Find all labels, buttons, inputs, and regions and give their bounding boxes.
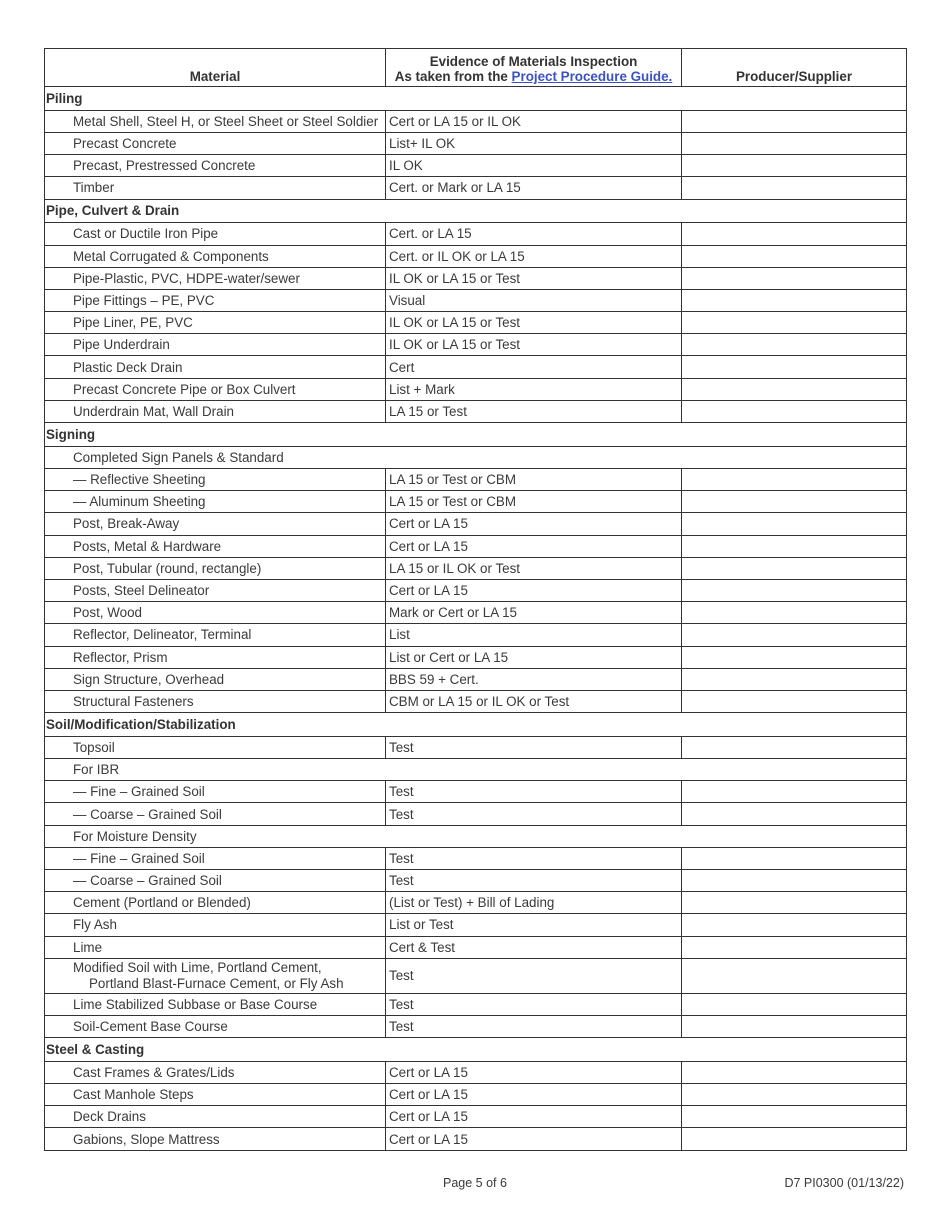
- table-row: [45, 1128, 907, 1150]
- evidence-cell: LA 15 or Test or CBM: [386, 469, 682, 491]
- producer-supplier-cell[interactable]: [682, 668, 907, 690]
- material-cell: Pipe Underdrain: [45, 334, 386, 356]
- table-row: [45, 993, 907, 1015]
- table-row: [45, 646, 907, 668]
- material-cell: Pipe Liner, PE, PVC: [45, 312, 386, 334]
- producer-supplier-cell[interactable]: [682, 312, 907, 334]
- producer-supplier-cell[interactable]: [682, 378, 907, 400]
- section-header-row: [45, 199, 907, 223]
- evidence-cell: Test: [386, 847, 682, 869]
- material-cell: Timber: [45, 177, 386, 199]
- producer-supplier-cell[interactable]: [682, 289, 907, 311]
- producer-supplier-cell[interactable]: [682, 535, 907, 557]
- producer-supplier-cell[interactable]: [682, 993, 907, 1015]
- evidence-cell: Cert or LA 15: [386, 579, 682, 601]
- producer-supplier-cell[interactable]: [682, 400, 907, 422]
- material-cell: — Fine – Grained Soil: [45, 781, 386, 803]
- table-row: [45, 936, 907, 958]
- table-row: [45, 177, 907, 199]
- evidence-cell: LA 15 or IL OK or Test: [386, 557, 682, 579]
- material-cell: Topsoil: [45, 736, 386, 758]
- table-row: [45, 557, 907, 579]
- evidence-cell: Test: [386, 870, 682, 892]
- evidence-header-prefix: As taken from the: [394, 69, 512, 84]
- evidence-cell: IL OK or LA 15 or Test: [386, 312, 682, 334]
- producer-supplier-cell[interactable]: [682, 847, 907, 869]
- producer-supplier-cell[interactable]: [682, 1061, 907, 1083]
- table-row: [45, 914, 907, 936]
- table-row: [45, 847, 907, 869]
- producer-supplier-cell[interactable]: [682, 736, 907, 758]
- producer-supplier-cell[interactable]: [682, 223, 907, 245]
- evidence-cell: IL OK or LA 15 or Test: [386, 267, 682, 289]
- material-cell: — Fine – Grained Soil: [45, 847, 386, 869]
- material-cell: Plastic Deck Drain: [45, 356, 386, 378]
- material-column-header: Material: [45, 49, 386, 87]
- evidence-cell: List+ IL OK: [386, 132, 682, 154]
- table-row: [45, 245, 907, 267]
- evidence-cell: Cert. or IL OK or LA 15: [386, 245, 682, 267]
- table-row: [45, 132, 907, 154]
- table-row: [45, 1061, 907, 1083]
- table-row: [45, 378, 907, 400]
- producer-supplier-cell[interactable]: [682, 936, 907, 958]
- material-cell: Sign Structure, Overhead: [45, 668, 386, 690]
- table-row: [45, 312, 907, 334]
- table-row: [45, 1015, 907, 1037]
- table-row: [45, 781, 907, 803]
- material-cell: Precast Concrete: [45, 132, 386, 154]
- evidence-cell: Cert or LA 15: [386, 1128, 682, 1150]
- producer-supplier-cell[interactable]: [682, 1106, 907, 1128]
- producer-supplier-cell[interactable]: [682, 646, 907, 668]
- producer-supplier-cell[interactable]: [682, 177, 907, 199]
- material-cell: Metal Corrugated & Components: [45, 245, 386, 267]
- material-cell: Cast Frames & Grates/Lids: [45, 1061, 386, 1083]
- material-cell: — Coarse – Grained Soil: [45, 803, 386, 825]
- material-cell: [45, 958, 386, 993]
- material-cell: Posts, Metal & Hardware: [45, 535, 386, 557]
- evidence-cell: Cert & Test: [386, 936, 682, 958]
- evidence-cell: LA 15 or Test or CBM: [386, 491, 682, 513]
- material-cell: Post, Tubular (round, rectangle): [45, 557, 386, 579]
- producer-supplier-cell[interactable]: [682, 781, 907, 803]
- evidence-cell: Test: [386, 736, 682, 758]
- evidence-cell: Test: [386, 993, 682, 1015]
- producer-supplier-cell[interactable]: [682, 110, 907, 132]
- material-cell: Lime Stabilized Subbase or Base Course: [45, 993, 386, 1015]
- producer-supplier-cell[interactable]: [682, 892, 907, 914]
- producer-supplier-cell[interactable]: [682, 803, 907, 825]
- material-cell: Deck Drains: [45, 1106, 386, 1128]
- evidence-cell: CBM or LA 15 or IL OK or Test: [386, 690, 682, 712]
- evidence-cell: Cert or LA 15: [386, 1106, 682, 1128]
- material-line1: Modified Soil with Lime, Portland Cement,: [73, 959, 322, 975]
- table-row: [45, 624, 907, 646]
- producer-supplier-cell[interactable]: [682, 1015, 907, 1037]
- evidence-cell: Visual: [386, 289, 682, 311]
- table-row: [45, 334, 907, 356]
- table-row: [45, 155, 907, 177]
- producer-supplier-cell[interactable]: [682, 356, 907, 378]
- evidence-header-line1: Evidence of Materials Inspection: [429, 54, 638, 69]
- material-cell: Cast or Ductile Iron Pipe: [45, 223, 386, 245]
- material-cell: Underdrain Mat, Wall Drain: [45, 400, 386, 422]
- evidence-cell: (List or Test) + Bill of Lading: [386, 892, 682, 914]
- section-header-row: [45, 87, 907, 111]
- table-row: [45, 579, 907, 601]
- section-title: Soil/Modification/Stabilization: [45, 713, 907, 737]
- producer-supplier-cell[interactable]: [682, 1084, 907, 1106]
- producer-supplier-cell[interactable]: [682, 602, 907, 624]
- producer-supplier-cell[interactable]: [682, 334, 907, 356]
- producer-supplier-cell[interactable]: [682, 155, 907, 177]
- table-row: [45, 469, 907, 491]
- material-cell: Reflector, Prism: [45, 646, 386, 668]
- evidence-cell: Test: [386, 1015, 682, 1037]
- producer-supplier-cell[interactable]: [682, 1128, 907, 1150]
- table-row: [45, 602, 907, 624]
- material-line2: Portland Blast-Furnace Cement, or Fly Ash: [89, 975, 344, 991]
- material-cell: Structural Fasteners: [45, 690, 386, 712]
- producer-supplier-cell[interactable]: [682, 491, 907, 513]
- evidence-cell: Cert. or Mark or LA 15: [386, 177, 682, 199]
- materials-table: [44, 48, 907, 1151]
- table-row: [45, 870, 907, 892]
- evidence-cell: IL OK or LA 15 or Test: [386, 334, 682, 356]
- material-cell: Post, Break-Away: [45, 513, 386, 535]
- project-procedure-guide-link[interactable]: Project Procedure Guide.: [511, 69, 673, 84]
- table-body: [45, 87, 907, 1151]
- producer-supplier-cell[interactable]: [682, 579, 907, 601]
- table-row: [45, 736, 907, 758]
- producer-supplier-cell[interactable]: [682, 513, 907, 535]
- evidence-cell: LA 15 or Test: [386, 400, 682, 422]
- evidence-cell: Cert or LA 15: [386, 1061, 682, 1083]
- producer-supplier-cell[interactable]: [682, 690, 907, 712]
- producer-supplier-cell[interactable]: [682, 958, 907, 993]
- evidence-column-header: [386, 49, 682, 87]
- table-row: [45, 491, 907, 513]
- material-cell: Metal Shell, Steel H, or Steel Sheet or Steel Soldier: [45, 110, 386, 132]
- evidence-cell: Cert. or LA 15: [386, 223, 682, 245]
- material-cell: Posts, Steel Delineator: [45, 579, 386, 601]
- material-cell: Precast Concrete Pipe or Box Culvert: [45, 378, 386, 400]
- table-row: [45, 513, 907, 535]
- evidence-cell: List or Cert or LA 15: [386, 646, 682, 668]
- form-code: D7 PI0300 (01/13/22): [784, 1176, 904, 1190]
- evidence-cell: Cert or LA 15: [386, 513, 682, 535]
- material-cell: Precast, Prestressed Concrete: [45, 155, 386, 177]
- table-row: [45, 289, 907, 311]
- evidence-cell: Test: [386, 781, 682, 803]
- section-title: Steel & Casting: [45, 1038, 907, 1062]
- table-row: [45, 110, 907, 132]
- evidence-cell: Test: [386, 958, 682, 993]
- evidence-cell: Mark or Cert or LA 15: [386, 602, 682, 624]
- section-header-row: [45, 423, 907, 447]
- evidence-cell: List or Test: [386, 914, 682, 936]
- producer-supplier-cell[interactable]: [682, 624, 907, 646]
- material-cell: Cement (Portland or Blended): [45, 892, 386, 914]
- material-cell: Lime: [45, 936, 386, 958]
- table-row: [45, 690, 907, 712]
- producer-supplier-cell[interactable]: [682, 870, 907, 892]
- table-row: [45, 1084, 907, 1106]
- subheader-row: [45, 759, 907, 781]
- material-cell: — Reflective Sheeting: [45, 469, 386, 491]
- material-cell: — Coarse – Grained Soil: [45, 870, 386, 892]
- material-cell: Gabions, Slope Mattress: [45, 1128, 386, 1150]
- subheader-label: For Moisture Density: [45, 825, 907, 847]
- producer-supplier-cell[interactable]: [682, 132, 907, 154]
- section-title: Piling: [45, 87, 907, 111]
- table-row: [45, 668, 907, 690]
- evidence-cell: IL OK: [386, 155, 682, 177]
- subheader-label: Completed Sign Panels & Standard: [45, 446, 907, 468]
- table-row: [45, 267, 907, 289]
- table-row: [45, 803, 907, 825]
- evidence-cell: Cert or LA 15: [386, 535, 682, 557]
- table-row: [45, 892, 907, 914]
- subheader-row: [45, 446, 907, 468]
- evidence-cell: BBS 59 + Cert.: [386, 668, 682, 690]
- producer-supplier-cell[interactable]: [682, 245, 907, 267]
- table-row: [45, 400, 907, 422]
- material-cell: Pipe Fittings – PE, PVC: [45, 289, 386, 311]
- section-title: Signing: [45, 423, 907, 447]
- section-header-row: [45, 1038, 907, 1062]
- section-title: Pipe, Culvert & Drain: [45, 199, 907, 223]
- table-row: [45, 535, 907, 557]
- table-header-row: [45, 49, 907, 87]
- subheader-label: For IBR: [45, 759, 907, 781]
- table-row: [45, 223, 907, 245]
- producer-supplier-cell[interactable]: [682, 267, 907, 289]
- material-cell: Cast Manhole Steps: [45, 1084, 386, 1106]
- material-cell: Pipe-Plastic, PVC, HDPE-water/sewer: [45, 267, 386, 289]
- evidence-cell: List + Mark: [386, 378, 682, 400]
- table-row: [45, 1106, 907, 1128]
- page-number: Page 5 of 6: [443, 1176, 507, 1190]
- material-cell: Fly Ash: [45, 914, 386, 936]
- section-header-row: [45, 713, 907, 737]
- table-row: [45, 356, 907, 378]
- evidence-cell: Test: [386, 803, 682, 825]
- material-cell: Post, Wood: [45, 602, 386, 624]
- producer-supplier-cell[interactable]: [682, 557, 907, 579]
- evidence-cell: Cert or LA 15 or IL OK: [386, 110, 682, 132]
- material-cell: — Aluminum Sheeting: [45, 491, 386, 513]
- producer-column-header: Producer/Supplier: [682, 49, 907, 87]
- evidence-cell: List: [386, 624, 682, 646]
- evidence-cell: Cert or LA 15: [386, 1084, 682, 1106]
- producer-supplier-cell[interactable]: [682, 469, 907, 491]
- producer-supplier-cell[interactable]: [682, 914, 907, 936]
- table-row: [45, 958, 907, 993]
- material-cell: Soil-Cement Base Course: [45, 1015, 386, 1037]
- material-cell: Reflector, Delineator, Terminal: [45, 624, 386, 646]
- subheader-row: [45, 825, 907, 847]
- evidence-cell: Cert: [386, 356, 682, 378]
